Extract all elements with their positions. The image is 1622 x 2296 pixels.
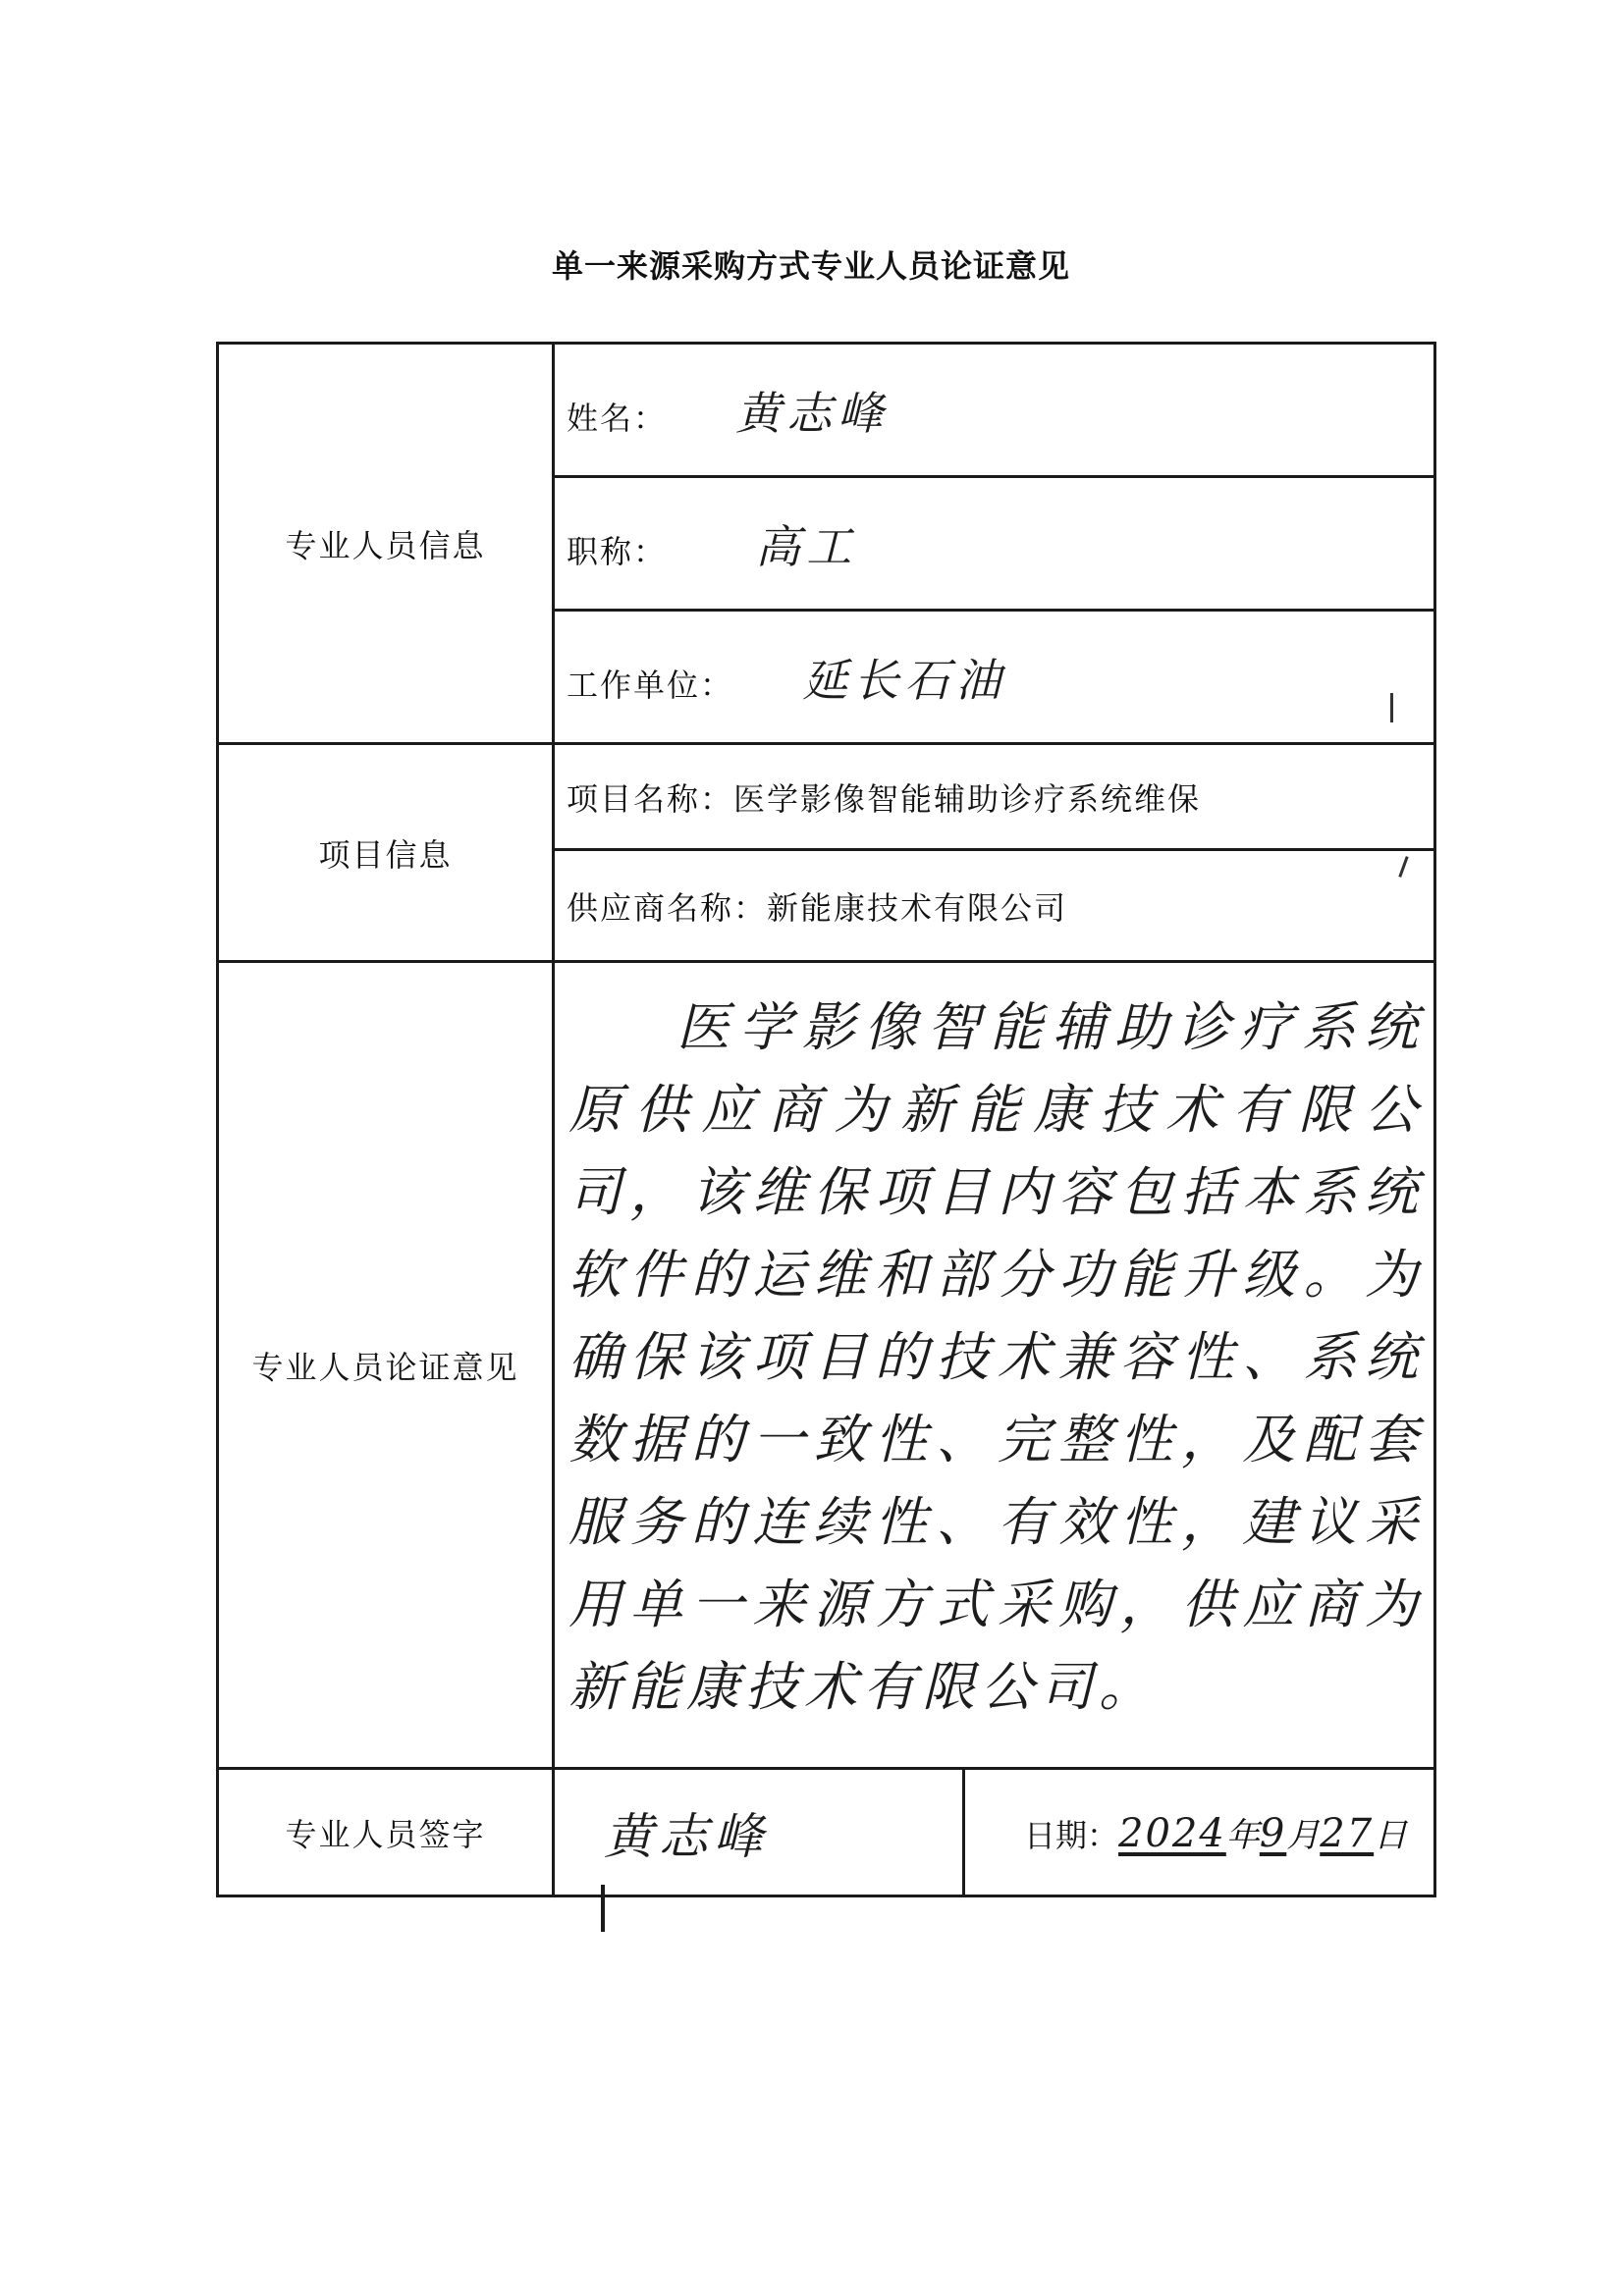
employer-handwritten-value: 延长石油: [802, 653, 1007, 707]
opinion-cell: [554, 962, 1435, 1769]
name-field: [554, 344, 1435, 477]
professional-title-field: [554, 477, 1435, 611]
project-name-label: 项目名称：: [567, 779, 734, 818]
date-year: 2024: [1118, 1811, 1226, 1856]
professional-title-handwritten-value: 高工: [755, 519, 858, 573]
opinion-handwritten-text: 医学影像智能辅助诊疗系统原供应商为新能康技术有限公司，该维保项目内容包括本系统软件的运维和部分功能升级。为确保该项目的技术兼容性、系统数据的一致性、完整性，及配套服务的连续性、有效性，建议采用单一来源方式采购，供应商为新能康技术有限公司。: [568, 996, 1424, 1718]
name-label: 姓名：: [567, 399, 668, 437]
handwritten-signature: 黄志峰: [604, 1807, 769, 1865]
project-name-value: 医学影像智能辅助诊疗系统维保: [733, 779, 1202, 818]
employer-label: 工作单位：: [567, 666, 734, 704]
personnel-info-section-label: 专业人员信息: [218, 344, 554, 744]
supplier-name-value: 新能康技术有限公司: [767, 888, 1068, 927]
document-title: 单一来源采购方式专业人员论证意见: [551, 247, 1070, 285]
professional-title-label: 职称：: [567, 532, 668, 570]
supplier-name-field: [554, 850, 1435, 962]
name-handwritten-value: 黄志峰: [735, 386, 890, 440]
employer-field: [554, 611, 1435, 744]
signature-cell: [554, 1769, 964, 1896]
date-day-unit: 日: [1374, 1816, 1408, 1855]
date-month-unit: 月: [1286, 1816, 1321, 1855]
date-cell: [964, 1769, 1435, 1896]
project-info-section-label: 项目信息: [218, 744, 554, 962]
stray-pen-mark: [1390, 693, 1393, 722]
project-name-field: [554, 744, 1435, 850]
date-day: 27: [1320, 1811, 1375, 1856]
supplier-name-label: 供应商名称：: [567, 888, 768, 927]
date-month: 9: [1259, 1811, 1287, 1856]
signature-section-label: 专业人员签字: [218, 1769, 554, 1896]
opinion-section-label: 专业人员论证意见: [218, 962, 554, 1769]
argumentation-form: [216, 342, 1436, 1897]
date-year-unit: 年: [1225, 1816, 1260, 1855]
date-label: 日期：: [1024, 1817, 1119, 1854]
signature-pen-tail: [601, 1885, 605, 1932]
